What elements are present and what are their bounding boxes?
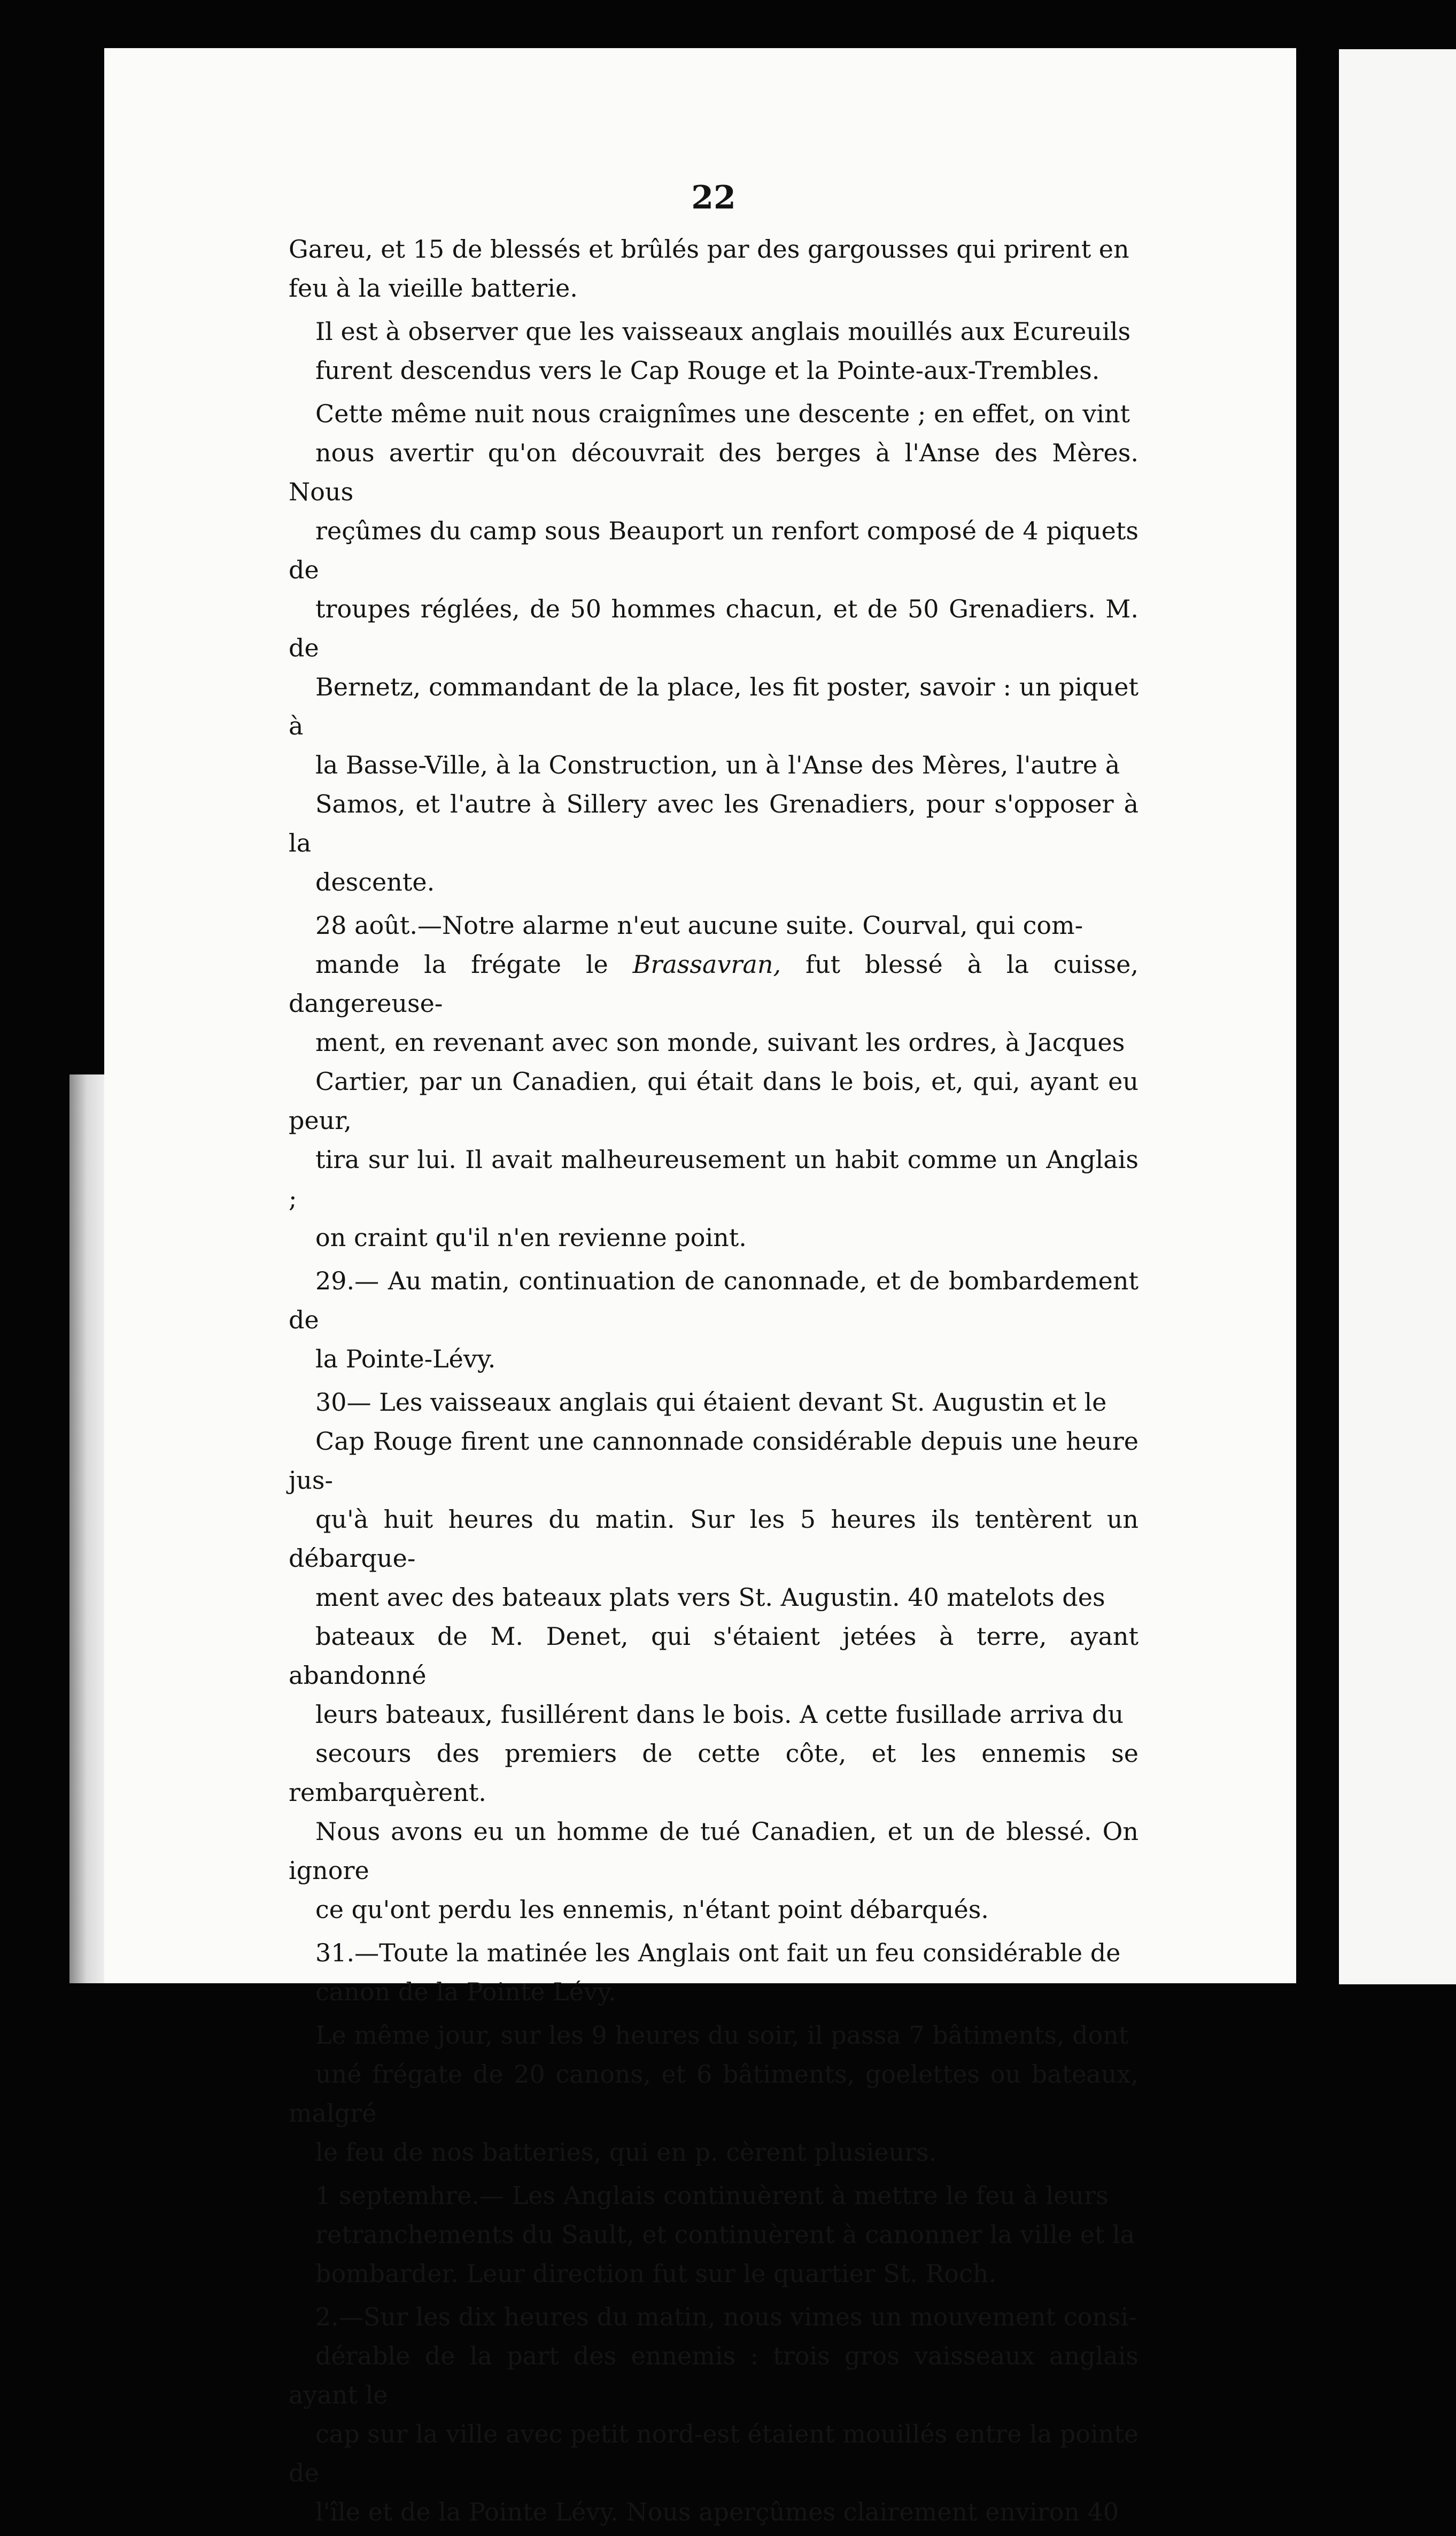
page-edge-shadow [69,1074,108,1983]
text-line: 31.—Toute la matinée les Anglais ont fait un feu considérable de [315,1938,1121,1967]
text-line: ce qu'ont perdu les ennemis, n'étant point débarqués. [315,1895,989,1924]
text-line: ment avec des bateaux plats vers St. Augustin. 40 matelots des [315,1583,1105,1612]
text-line: ment, en revenant avec son monde, suivant les ordres, à Jacques [315,1028,1125,1057]
text-line: retranchements du Sault, et continuèrent à canonner la ville et la [315,2220,1135,2249]
text-line: Il est à observer que les vaisseaux anglais mouillés aux Ecureuils [315,317,1131,346]
text-line: 2.—Sur les dix heures du matin, nous vimes un mouvement consi- [315,2302,1137,2331]
text-line: troupes réglées, de 50 hommes chacun, et de 50 Grenadiers. M. de [289,594,1139,662]
text-line: le feu de nos batteries, qui en p. cèrent plusieurs. [315,2138,937,2167]
text-line: uné frégate de 20 canons, et 6 bâtiments, goelettes ou bateaux, malgré [289,2060,1139,2128]
text-line: Bernetz, commandant de la place, les fit poster, savoir : un piquet à [289,672,1139,740]
page-text [289,176,1139,2536]
text-line: reçûmes du camp sous Beauport un renfort composé de 4 piquets de [289,516,1139,584]
text-line: leurs bateaux, fusillérent dans le bois. A cette fusillade arriva du [315,1700,1124,1729]
text-fragment: fut blessé à la cuisse, dangereuse- [289,950,1139,1018]
text-line: tira sur lui. Il avait malheureusement un habit comme un Anglais ; [289,1145,1139,1213]
text-line: 28 août.—Notre alarme n'eut aucune suite. Courval, qui com- [315,911,1083,940]
text-line: secours des premiers de cette côte, et les ennemis se rembarquèrent. [289,1739,1139,1807]
text-line: l'île et de la Pointe Lévy. Nous aperçûmes clairement environ 40 [315,2498,1119,2526]
text-line: bateaux de M. Denet, qui s'étaient jetées à terre, ayant abandonné [289,1622,1139,1690]
text-line: 29.— Au matin, continuation de canonnade, et de bombardement de [289,1266,1139,1334]
paragraph-3 [289,395,1139,902]
text-line: feu à la vieille batterie. [289,274,578,303]
text-line: cap sur la ville avec petit nord-est étaient mouillés entre la pointe de [289,2419,1139,2487]
text-line: 1 septemhre.— Les Anglais continuèrent à mettre le feu à leurs [315,2181,1109,2210]
text-line: Le même jour, sur les 9 heures du soir, il passa 7 bâtiments, dont [315,2021,1129,2050]
paragraph-4 [289,906,1139,1257]
text-line: la Basse-Ville, à la Construction, un à l'Anse des Mères, l'autre à [315,751,1120,779]
text-line: bombarder. Leur direction fut sur le quartier St. Roch. [315,2259,997,2288]
adjacent-page-edge [1339,49,1456,1984]
text-line: canon de la Pointe Lévy. [315,1977,616,2006]
text-line: dérable de la part des ennemis : trois gros vaisseaux anglais ayant le [289,2341,1139,2409]
text-line: Cartier, par un Canadien, qui était dans le bois, et, qui, ayant eu peur, [289,1067,1139,1135]
text-line: on craint qu'il n'en revienne point. [315,1223,747,1252]
page-number: 22 [691,179,736,217]
text-fragment: mande la frégate le [315,950,633,979]
paragraph-9 [289,2176,1139,2293]
text-line: nous avertir qu'on découvrait des berges à l'Anse des Mères. Nous [289,438,1139,506]
paragraph-10 [289,2298,1139,2532]
text-line: descente. [315,868,435,896]
text-line: 30— Les vaisseaux anglais qui étaient devant St. Augustin et le [315,1388,1107,1417]
text-line: furent descendus vers le Cap Rouge et la Pointe-aux-Trembles. [315,356,1100,385]
text-line: Cette même nuit nous craignîmes une descente ; en effet, on vint [315,399,1130,428]
paragraph-5 [289,1262,1139,1379]
ship-name: Brassavran, [632,950,781,979]
paragraph-1 [289,230,1139,308]
text-line: Gareu, et 15 de blessés et brûlés par des gargousses qui prirent en [289,235,1129,264]
paragraph-6 [289,1383,1139,1929]
paragraph-2 [289,312,1139,390]
text-line: qu'à huit heures du matin. Sur les 5 heures ils tentèrent un débarque- [289,1505,1139,1573]
paragraph-7 [289,1934,1139,2012]
text-line: Samos, et l'autre à Sillery avec les Grenadiers, pour s'opposer à la [289,790,1139,857]
text-line: la Pointe-Lévy. [315,1344,496,1373]
text-line: Cap Rouge firent une cannonnade considérable depuis une heure jus- [289,1427,1139,1495]
paragraph-8 [289,2016,1139,2172]
text-line: Nous avons eu un homme de tué Canadien, et un de blessé. On ignore [289,1817,1139,1885]
text-line-with-ship-name [289,945,1139,1023]
